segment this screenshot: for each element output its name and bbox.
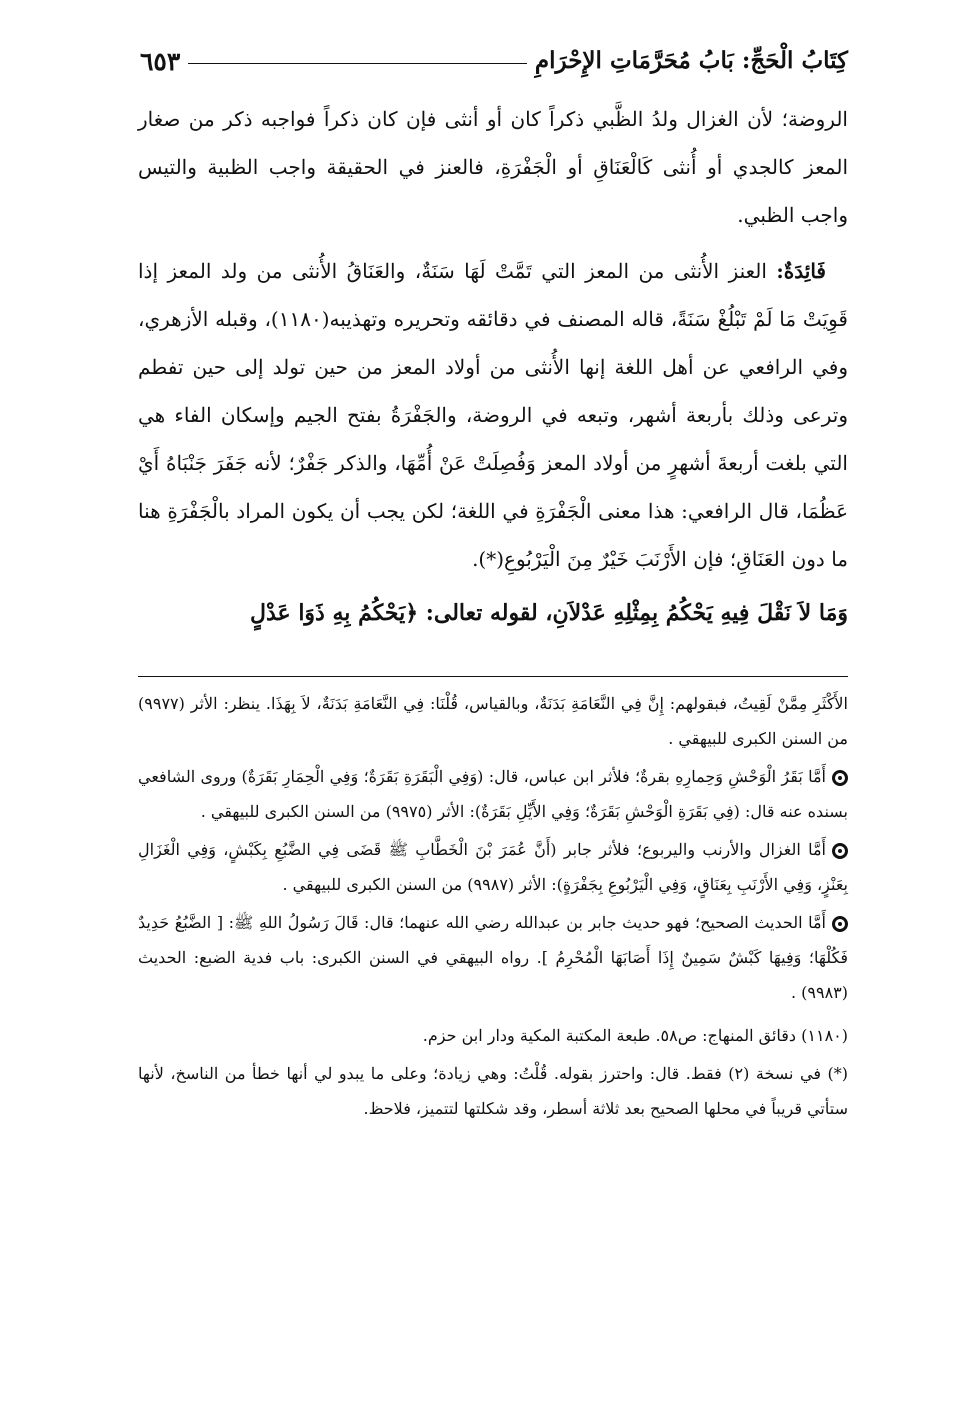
paragraph-2 <box>138 247 848 583</box>
running-header <box>140 28 848 80</box>
header-book-title: كِتَابُ الْحَجِّ: بَابُ مُحَرَّمَاتِ الإِحْرَامِ <box>534 47 848 74</box>
main-text <box>138 95 848 637</box>
page-number: ٦٥٣ <box>140 47 181 76</box>
bullet-icon <box>832 916 848 932</box>
footnote-text: أَمَّا الحديث الصحيح؛ فهو حديث جابر بن عبدالله رضي الله عنهما؛ قال: قَالَ رَسُولُ اللهِ ﷺ: [ الضَّبُعُ حَدِيدٌ فَكُلْهَا؛ وَفِيهَا كَبْشٌ سَمِينٌ إِذَا أَصَابَهَا الْمُحْرِمُ ]. رواه البيهقي في السنن الكبرى: باب فدية الضبع: الحديث (٩٩٨٣) . <box>138 913 848 1002</box>
paragraph-1: الروضة؛ لأن الغزال ولدُ الظَّبي ذكراً كان أو أنثى فإن كان ذكراً فواجبه ذكر من صغار المعز كالجدي أو أُنثى كَالْعَنَاقِ أو الْجَفْرَةِ، فالعنز في الحقيقة واجب الظبية والتيس واجب الظبي. <box>138 107 848 227</box>
footnote-item <box>138 832 848 902</box>
matn-line: وَمَا لاَ نَقْلَ فِيهِ يَحْكُمُ بِمِثْلِهِ عَدْلاَنِ، لقوله تعالى: ﴿يَحْكُمُ بِهِ ذَوَا عَدْلٍ <box>250 600 848 626</box>
footnote-item <box>138 759 848 829</box>
header-rule <box>188 63 527 64</box>
bullet-icon <box>832 770 848 786</box>
footnote-1180: (١١٨٠) دقائق المنهاج: ص٥٨. طبعة المكتبة المكية ودار ابن حزم. <box>422 1026 848 1045</box>
footnotes <box>138 686 848 1126</box>
footnote-item <box>138 905 848 1010</box>
paragraph-2-text: العنز الأُنثى من المعز التي تَمَّتْ لَهَا سَنَةٌ، والعَنَاقُ الأُنثى من ولد المعز إذا قَوِيَتْ مَا لَمْ تَبْلُغْ سَنَةً، قاله المصنف في دقائقه وتحريره وتهذيبه(١١٨٠)، وقبله الأزهري، وفي الرافعي عن أهل اللغة إنها الأُنثى من أولاد المعز من حين تولد إلى حين تفطم وترعى وذلك بأربعة أشهر، وتبعه في الروضة، والجَفْرَةُ بفتح الجيم وإسكان الفاء هي التي بلغت أربعةَ أشهرٍ من أولاد المعز وَفُصِلَتْ عَنْ أُمِّهَا، والذكر جَفْرٌ؛ لأنه جَفَرَ جَنْبَاهُ أَيْ عَظُمَا، قال الرافعي: هذا معنى الْجَفْرَةِ في اللغة؛ لكن يجب أن يكون المراد بالْجَفْرَةِ هنا ما دون العَنَاقِ؛ فإن الأَرْنَبَ خَيْرٌ مِنَ الْيَرْبُوعِ(*). <box>138 259 848 571</box>
footnote-text: أَمَّا الغزال والأرنب واليربوع؛ فلأثر جابر (أَنَّ عُمَرَ بْنَ الْخَطَّابِ ﷺ قَضَى فِي الضَّبُعِ بِكَبْشٍ، وَفِي الْغَزَالِ بِعَنْزٍ، وَفِي الأَرْنَبِ بِعَنَاقٍ، وَفِي الْيَرْبُوعِ بِجَفْرَةٍ): الأثر (٩٩٨٧) من السنن الكبرى للبيهقي . <box>138 840 848 894</box>
fa-ida-label: فَائِدَةٌ: <box>776 259 826 283</box>
footnote-asterisk: (*) في نسخة (٢) فقط. قال: واحترز بقوله. قُلْتُ: وهي زيادة؛ وعلى ما يبدو لي أنها خطأ من الناسخ، لأنها ستأتي قريباً في محلها الصحيح بعد ثلاثة أسطر، وقد شكلتها لتتميز، فلاحظ. <box>138 1064 848 1118</box>
footnote-text: أَمَّا بَقَرُ الْوَحْشِ وَحِمارِهِ بقرةٌ؛ فلأثر ابن عباس، قال: (وَفِي الْبَقَرَةِ بَقَرَةٌ؛ وَفِي الْحِمَارِ بَقَرَةٌ) وروى الشافعي بسنده عنه قال: (فِي بَقَرَةِ الْوَحْشِ بَقَرَةٌ؛ وَفِي الأَيِّلِ بَقَرَةٌ): الأثر (٩٩٧٥) من السنن الكبرى للبيهقي . <box>138 767 848 821</box>
footnote-continuation: الأَكْثَرِ مِمَّنْ لَقِيتُ، فبقولهم: إِنَّ فِي النَّعَامَةِ بَدَنَةٌ، وبالقياس، قُلْنَا: فِي النَّعَامَةِ بَدَنَةٌ، لاَ بِهَذَا. ينظر: الأثر (٩٩٧٧) من السنن الكبرى للبيهقي . <box>138 694 848 748</box>
bullet-icon <box>832 843 848 859</box>
footnote-divider <box>138 676 848 677</box>
